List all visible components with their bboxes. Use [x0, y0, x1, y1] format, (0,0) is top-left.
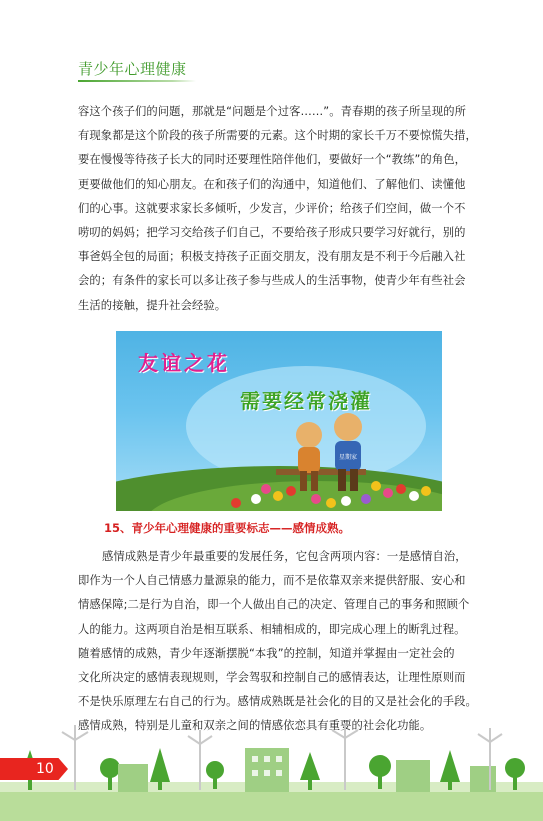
body-paragraph-1: [78, 100, 478, 318]
text-line: 即作为一个人自己情感力量源泉的能力，而不是依靠双亲来提供舒服、安心和: [78, 574, 466, 588]
page-number: 10: [36, 761, 54, 777]
illustration-caption-1: 友谊之花: [138, 351, 230, 375]
text-line: 情感保障;二是行为自治，即一个人做出自己的决定、管理自己的事务和照顾个: [78, 598, 470, 612]
page-number-badge: [0, 758, 68, 780]
text-line: 唠叨的妈妈；把学习交给孩子们自己，不要给孩子形成只要学习好就行，别的: [78, 226, 466, 240]
text-line: 不是快乐原理左右自己的行为。感情成熟既是社会化的目的又是社会化的手段。: [78, 695, 477, 709]
text-line: 生活的接触，提升社会经验。: [78, 298, 227, 312]
text-line: 更要做他们的知心朋友。在和孩子们的沟通中，知道他们、了解他们、读懂他: [78, 177, 466, 191]
body-paragraph-2: [78, 545, 478, 739]
text-line: 人的能力。这两项自治是相互联系、相辅相成的，即完成心理上的断乳过程。: [78, 622, 466, 636]
text-line: 感情成熟是青少年最重要的发展任务，它包含两项内容：一是感情自治，: [102, 550, 467, 563]
text-line: 有现象都是这个阶段的孩子所需要的元素。这个时期的家长千万不要惊慌失措，: [78, 129, 477, 143]
illustration-caption-2: 需要经常浇灌: [240, 389, 372, 413]
text-line: 要在慢慢等待孩子长大的同时还要理性陪伴他们，要做好一个“教练”的角色，: [78, 153, 467, 167]
text-line: 们的心事。这就要求家长多倾听，少发言，少评价；给孩子们空间，做一个不: [78, 201, 466, 215]
text-line: 文化所决定的感情表现规则，学会驾驭和控制自己的感情表达，让理性原则而: [78, 671, 466, 685]
running-header: [78, 58, 187, 79]
text-line: 容这个孩子们的问题，那就是“问题是个过客……”。青春期的孩子所呈现的所: [78, 105, 467, 118]
text-line: 会的；有条件的家长可以多让孩子参与些成人的生活事物，使青少年有些社会: [78, 274, 466, 288]
header-underline: [78, 80, 196, 82]
text-line: 随着感情的成熟，青少年逐渐摆脱“本我”的控制，知道并掌握由一定社会的: [78, 646, 455, 660]
header-title: 青少年心理健康: [78, 60, 187, 78]
text-line: 事爸妈全包的局面；积极支持孩子正面交朋友，没有朋友是不利于今后融入社: [78, 250, 466, 264]
shirt-label: 星期家: [338, 454, 358, 461]
footer-landscape: [0, 720, 543, 821]
text-line: 感情成熟，特别是儿童和双亲之间的情感依恋具有重要的社会化功能。: [78, 719, 432, 733]
friendship-illustration: [116, 331, 442, 511]
section-heading: 15、青少年心理健康的重要标志——感情成熟。: [104, 521, 351, 535]
